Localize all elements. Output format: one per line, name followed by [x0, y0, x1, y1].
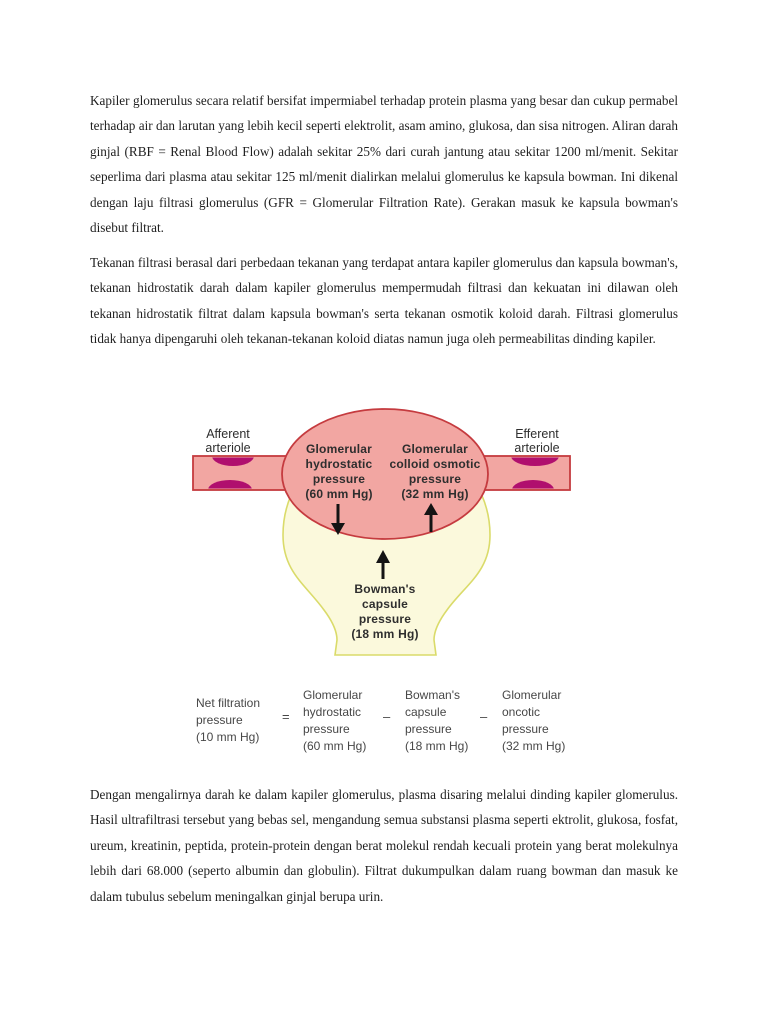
paragraph-filtration-pressure: Tekanan filtrasi berasal dari perbedaan tekanan yang terdapat antara kapiler glomerulus dan kapsula bowman's, tekanan hidrostatik darah dalam kapiler glomerulus mempermudah filtrasi dan kekuatan ini dilawan oleh tekanan hidrostatik filtrat dalam kapsula bowman's serta tekanan osmotik koloid darah. Filtrasi glomerulus tidak hanya dipengaruhi oleh tekanan-tekanan koloid diatas namun juga oleh permeabilitas dinding kapiler.	[90, 255, 678, 347]
label-line: capsule	[361, 597, 409, 611]
equation-line: Glomerular	[502, 688, 562, 702]
equation-oncotic-term	[502, 687, 565, 755]
label-line: Efferent	[515, 427, 559, 441]
equation-line: (32 mm Hg)	[502, 739, 566, 753]
label-line: pressure	[358, 612, 412, 626]
minus-sign: –	[480, 709, 488, 724]
glomerulus-pressure-diagram	[180, 400, 580, 670]
label-line: hydrostatic	[305, 457, 373, 471]
equation-line: capsule	[405, 705, 447, 719]
equals-sign: =	[282, 709, 290, 724]
equation-line: pressure	[196, 713, 243, 727]
minus-sign: –	[383, 709, 391, 724]
label-line: Glomerular	[401, 442, 469, 456]
label-line: pressure	[312, 472, 366, 486]
equation-line: Glomerular	[303, 688, 363, 702]
label-line: colloid osmotic	[389, 457, 481, 471]
label-line: pressure	[408, 472, 462, 486]
net-filtration-equation	[196, 686, 578, 758]
label-line: arteriole	[514, 441, 560, 455]
equation-line: pressure	[303, 722, 350, 736]
label-line: Bowman's	[354, 582, 416, 596]
equation-line: Bowman's	[405, 688, 460, 702]
afferent-arteriole-label	[205, 427, 250, 455]
equation-line: pressure	[405, 722, 452, 736]
equation-line: (10 mm Hg)	[196, 730, 260, 744]
equation-line: Net filtration	[196, 696, 261, 710]
glomerular-hydrostatic-pressure-label	[305, 442, 372, 501]
efferent-arteriole-label	[514, 427, 559, 455]
label-line: Afferent	[206, 427, 250, 441]
equation-line: oncotic	[502, 705, 541, 719]
bowmans-capsule-pressure-label	[351, 582, 418, 641]
equation-line: (18 mm Hg)	[405, 739, 469, 753]
paragraph-ultrafiltration: Dengan mengalirnya darah ke dalam kapiler glomerulus, plasma disaring melalui dinding kapiler glomerulus. Hasil ultrafiltrasi tersebut yang bebas sel, mengandung semua substansi plasma seperti ektrolit, glukosa, fosfat, ureum, kreatinin, peptida, protein-protein dengan berat molekul rendah kecuali protein yang berat molekulnya lebih dari 68.000 (seperto albumin dan globulin). Filtrat dukumpulkan dalam ruang bowman dan masuk ke dalam tubulus sebelum meningalkan ginjal berupa urin.	[90, 787, 678, 904]
equation-line: (60 mm Hg)	[303, 739, 367, 753]
paragraph-gfr-intro: Kapiler glomerulus secara relatif bersifat impermiabel terhadap protein plasma yang besar dan cukup permabel terhadap air dan larutan yang lebih kecil seperti elektrolit, asam amino, glukosa, dan sisa nitrogen. Aliran darah ginjal (RBF = Renal Blood Flow) adalah sekitar 25% dari curah jantung atau sekitar 1200 ml/menit. Sekitar seperlima dari plasma atau sekitar 125 ml/menit dialirkan melalui glomerulus ke kapsula bowman. Ini dikenal dengan laju filtrasi glomerulus (GFR = Glomerular Filtration Rate). Gerakan masuk ke kapsula bowman's disebut filtrat.	[90, 93, 678, 236]
equation-net-filtration-term	[196, 695, 260, 746]
equation-line: hydrostatic	[303, 705, 362, 719]
label-line: (32 mm Hg)	[401, 487, 469, 501]
label-line: arteriole	[205, 441, 251, 455]
equation-line: pressure	[502, 722, 549, 736]
equation-capsule-term	[405, 687, 468, 755]
equation-hydrostatic-term	[303, 687, 366, 755]
label-line: (18 mm Hg)	[351, 627, 419, 641]
label-line: Glomerular	[305, 442, 373, 456]
label-line: (60 mm Hg)	[305, 487, 373, 501]
